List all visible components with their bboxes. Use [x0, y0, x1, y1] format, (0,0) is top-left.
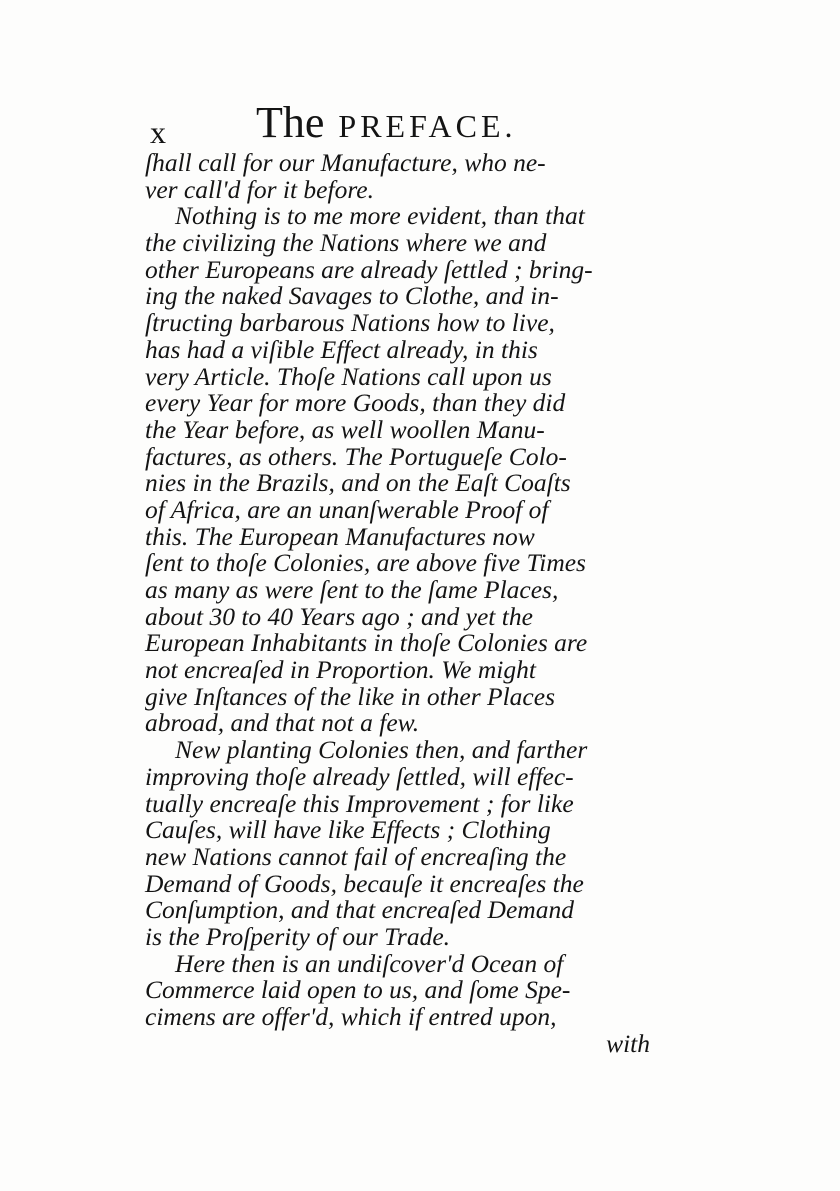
body-text [145, 150, 650, 1057]
text-line: every Year for more Goods, than they did [145, 388, 566, 418]
text-line: very Article. Thoſe Nations call upon us [145, 361, 552, 391]
text-line: ſent to thoſe Colonies, are above five Times [145, 548, 586, 578]
text-line: has had a viſible Effect already, in this [145, 334, 538, 364]
running-title [256, 98, 517, 151]
text-line: Commerce laid open to us, and ſome Spe- [145, 975, 571, 1005]
text-line: other Europeans are already ſettled ; bring- [145, 254, 593, 284]
text-line: of Africa, are an unanſwerable Proof of [145, 494, 549, 524]
text-line: as many as were ſent to the ſame Places, [145, 575, 559, 604]
text-line: ſhall call for our Manufacture, who ne- [145, 148, 546, 177]
text-line: abroad, and that not a few. [145, 708, 420, 738]
text-line: is the Proſperity of our Trade. [145, 921, 451, 951]
paragraph-start-line: Here then is an undiſcover'd Ocean of [175, 948, 564, 978]
text-line: ſtructing barbarous Nations how to live, [145, 308, 555, 338]
page-number: x [150, 114, 166, 150]
paragraph-start-line: Nothing is to me more evident, than that [175, 201, 585, 231]
text-line: tually encreaſe this Improvement ; for like [145, 788, 574, 818]
running-title-caps: PREFACE. [338, 108, 517, 144]
running-title-main: The [256, 98, 325, 147]
text-line: ver call'd for it before. [145, 174, 375, 204]
text-line: improving thoſe already ſettled, will effec- [145, 761, 574, 791]
text-line: the civilizing the Nations where we and [145, 228, 547, 258]
catchword: with [606, 1028, 650, 1058]
text-line: cimens are offer'd, which if entred upon, [145, 1002, 557, 1031]
text-line: ing the naked Savages to Clothe, and in- [145, 281, 559, 311]
text-line: about 30 to 40 Years ago ; and yet the [145, 601, 533, 631]
text-line: this. The European Manufactures now [145, 521, 535, 551]
text-line: new Nations cannot fail of encreaſing the [145, 841, 567, 871]
text-line: Demand of Goods, becauſe it encreaſes the [145, 868, 584, 898]
text-line: Cauſes, will have like Effects ; Clothing [145, 815, 551, 845]
text-line: the Year before, as well woollen Manu- [145, 414, 545, 444]
text-line: factures, as others. The Portugueſe Colo- [145, 441, 567, 471]
paragraph-start-line: New planting Colonies then, and farther [175, 735, 588, 765]
text-line: European Inhabitants in thoſe Colonies are [145, 628, 588, 658]
text-line: Conſumption, and that encreaſed Demand [145, 895, 574, 925]
text-line: not encreaſed in Proportion. We might [145, 655, 536, 685]
text-line: give Inſtances of the like in other Places [145, 681, 555, 711]
text-line: nies in the Brazils, and on the Eaſt Coaſts [145, 468, 571, 498]
